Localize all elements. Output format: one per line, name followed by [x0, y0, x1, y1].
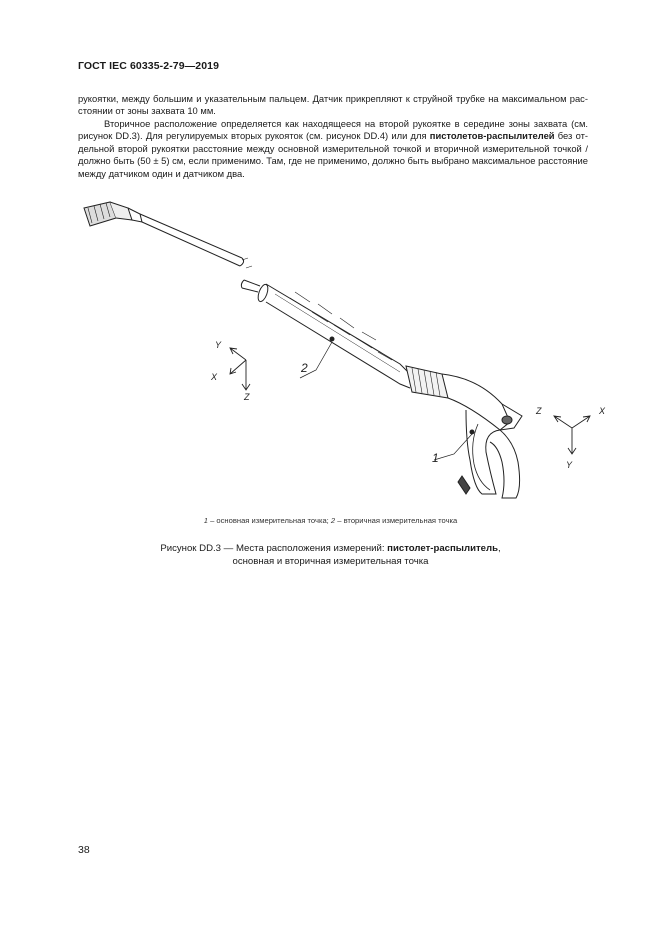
- axis-left-z: Z: [244, 392, 250, 402]
- figure-label-2: 2: [301, 361, 308, 375]
- figure-caption: [0, 543, 661, 568]
- lance-tube-lower: [242, 280, 260, 292]
- spray-gun-figure: [70, 192, 630, 512]
- axis-left-x: X: [211, 372, 218, 382]
- axis-left-y: Y: [215, 340, 222, 350]
- nozzle-drawing: [84, 202, 142, 226]
- legend-text-1: – основная измерительная точка;: [207, 516, 331, 525]
- paragraph-1: рукоятки, между большим и указательным пальцем. Датчик прикрепляют к струйной трубке на максимальном рас-стоянии от зоны захвата 10 мм.: [78, 93, 588, 117]
- page-number: 38: [78, 844, 90, 856]
- figure-legend: [0, 516, 661, 525]
- caption-line-2: основная и вторичная измерительная точка: [232, 555, 429, 567]
- paragraph-2-text-a: Вторичное расположение определяется как находящееся на второй рукоятке в середине зоны захвата (см. рисунок DD.3). Для регулируемых вторых рукояток (см. рисунок DD.4) или для: [78, 118, 588, 142]
- axis-right-y: Y: [566, 460, 573, 470]
- lance-tube-upper: [140, 214, 242, 266]
- legend-num-1: 1: [203, 516, 208, 525]
- page-header: ГОСТ IEC 60335-2-79—2019: [78, 60, 220, 72]
- axes-left: [230, 348, 250, 390]
- caption-bold: пистолет-распылитель: [387, 543, 499, 554]
- axis-right-x: X: [599, 406, 606, 416]
- grip-ring: [406, 366, 448, 398]
- caption-prefix: Рисунок DD.3 — Места расположения измерений:: [160, 543, 388, 554]
- caption-suffix: ,: [498, 543, 501, 554]
- second-handle: [266, 284, 416, 388]
- axes-right: [554, 416, 590, 454]
- legend-text-2: – вторичная измерительная точка: [335, 516, 458, 525]
- caption-line-1: [0, 543, 661, 556]
- paragraph-2-text-b: без от-дельной второй рукоятки расстояние между основной измерительной точкой и вторичной измерительной точкой / должно быть (50 ± 5) см, если применимо. Там, где не применимо, должно быть выбрано максимальное расстояние между датчиком один и датчиком два.: [78, 130, 589, 179]
- legend-num-2: 2: [330, 516, 336, 525]
- axis-right-z: Z: [536, 406, 542, 416]
- paragraph-2-term: пистолетов-распылителей: [429, 130, 555, 142]
- figure-label-1: 1: [432, 451, 439, 465]
- paragraph-2: [78, 118, 588, 180]
- gun-body: [442, 374, 522, 498]
